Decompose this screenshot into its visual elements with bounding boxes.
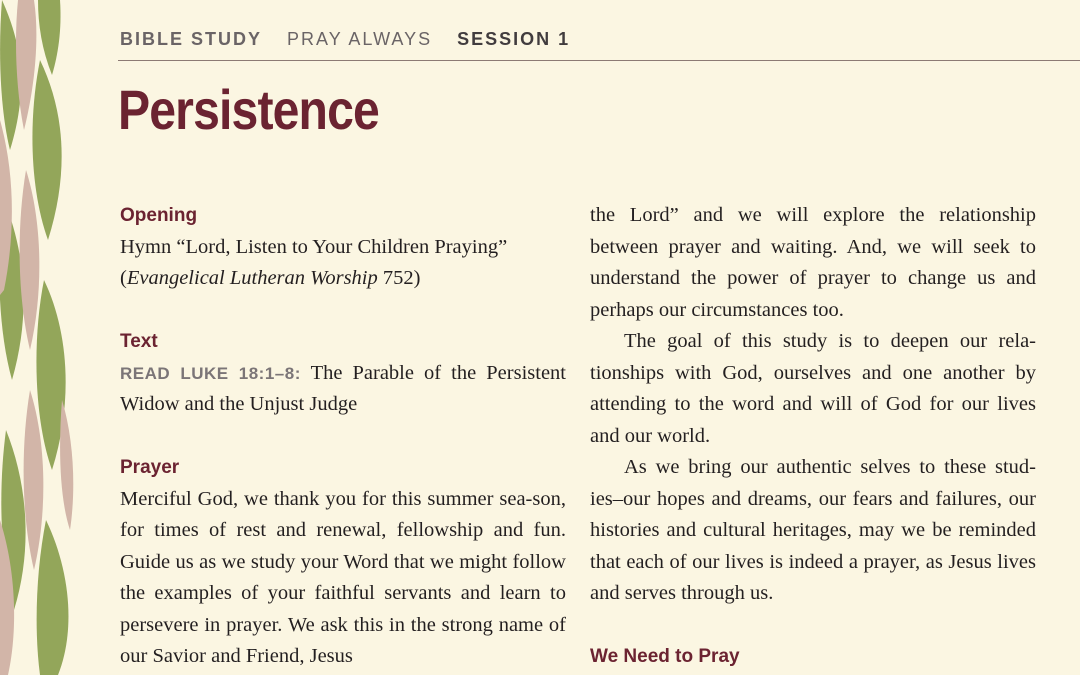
text-heading: Text bbox=[120, 331, 158, 352]
we-need-to-pray-heading: We Need to Pray bbox=[590, 646, 740, 667]
intro-paragraph-2: The goal of this study is to deepen our rela-tionships with God, ourselves and one another by attending to the word and will of God for our lives and our world. bbox=[590, 330, 1036, 447]
header-session: SESSION 1 bbox=[457, 29, 571, 49]
page-title: Persistence bbox=[118, 78, 379, 141]
reading-reference bbox=[120, 358, 566, 421]
opening-hymn-line: Hymn “Lord, Listen to Your Children Praying” bbox=[120, 235, 508, 258]
header-divider bbox=[118, 60, 1080, 61]
prayer-heading: Prayer bbox=[120, 457, 180, 478]
header-series: BIBLE STUDY bbox=[120, 29, 263, 49]
decorative-leaf-border bbox=[0, 0, 78, 675]
read-label: READ LUKE 18:1–8: bbox=[120, 363, 301, 383]
leaf-pink bbox=[16, 0, 36, 130]
prayer-body: Merciful God, we thank you for this summer sea-son, for times of rest and renewal, fellowship and fun. Guide us as we study your Word that we might follow the examples of your faithful servants and learn to persevere in prayer. We ask this in the strong name of our Savior and Friend, Jesus bbox=[120, 487, 566, 667]
leaf-pink bbox=[60, 400, 73, 530]
left-column bbox=[120, 200, 566, 673]
opening-paren: ( bbox=[120, 267, 127, 289]
leaf-green bbox=[32, 60, 61, 240]
leaf-green bbox=[37, 520, 69, 675]
opening-source-number: 752) bbox=[377, 267, 421, 289]
intro-paragraph-1: the Lord” and we will explore the relationship between prayer and waiting. And, we will seek to understand the power of prayer to change us and perhaps our circumstances too. bbox=[590, 204, 1036, 321]
opening-hymn bbox=[120, 232, 566, 295]
opening-source-title: Evangelical Lutheran Worship bbox=[126, 267, 378, 289]
read-title: The Parable of the Persistent Widow and the Unjust Judge bbox=[120, 361, 566, 415]
header-study-title: PRAY ALWAYS bbox=[287, 29, 433, 49]
opening-heading: Opening bbox=[120, 205, 198, 226]
running-header bbox=[120, 28, 1080, 50]
right-column bbox=[590, 200, 1036, 673]
intro-paragraph-3: As we bring our authentic selves to these stud-ies–our hopes and dreams, our fears and failures, our histories and cultural heritages, may we be reminded that each of our lives is indeed a prayer, as Jesus lives and serves through us. bbox=[590, 456, 1036, 604]
